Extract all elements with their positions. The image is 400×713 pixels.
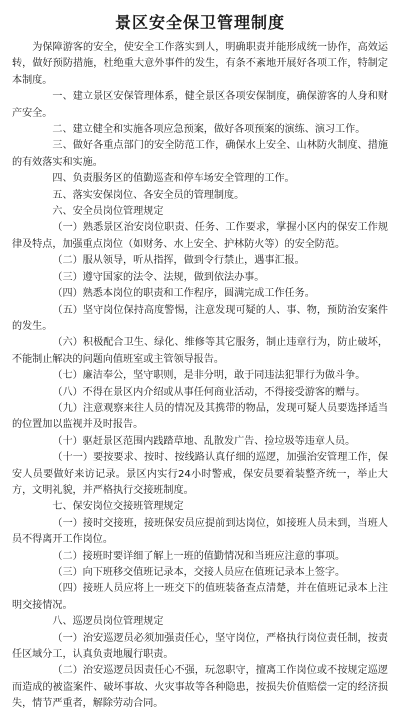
document-paragraph: （七）廉洁奉公，坚守职则，是非分明，敢于同违法犯罪行为做斗争。	[52, 370, 366, 382]
document-body	[12, 40, 388, 713]
document-paragraph: （二）接班时要详细了解上一班的值勤情况和当班应注意的事项。	[52, 550, 346, 562]
document-paragraph: 五、落实安保岗位、各安全员的管理制度。	[52, 189, 245, 201]
document-paragraph: 三、做好各重点部门的安全防范工作，确保水上安全、山林防火制度、措施的有效落实和实施。	[12, 140, 388, 168]
document-paragraph: （八）不得在景区内介绍或从事任何商业活动，不得接受游客的赠与。	[52, 386, 366, 398]
document-title: 景区安全保卫管理制度	[114, 13, 285, 32]
document-paragraph: （二）服从领导，听从指挥，做到令行禁止，遇事汇报。	[52, 255, 305, 267]
document-paragraph: （三）向下班移交值班记录本，交接人员应在值班记录本上签字。	[52, 567, 346, 578]
document-paragraph: （一）熟悉景区治安岗位职责、任务、工作要求，掌握小区内的保安工作规律及特点，加强重点岗位（如财务、水上安全、护林防火等）的安全防范。	[12, 222, 388, 250]
document-paragraph: （四）接班人员应将上一班交下的值班装备查点清楚，并在值班记录本上注明交接情况。	[12, 583, 388, 611]
document-paragraph: （四）熟悉本岗位的职责和工作程序，圆满完成工作任务。	[52, 288, 315, 300]
document-paragraph: （五）坚守岗位保持高度警惕，注意发现可疑的人、事、物，预防治安案件的发生。	[12, 304, 388, 332]
document-paragraph: 为保障游客的安全，使安全工作落实到人，明确职责并能形成统一协作，高效运转，做好预防措施，杜绝重大意外事件的发生，有条不紊地开展好各项工作，特制定本制度。	[12, 42, 388, 86]
document-paragraph: 一、建立景区安保管理体系，健全景区各项安保制度，确保游客的人身和财产安全。	[12, 91, 388, 119]
document-paragraph: 二、建立健全和实施各项应急预案，做好各项预案的演练、演习工作。	[52, 124, 366, 136]
document-paragraph: （九）注意观察来往人员的情况及其携带的物品，发现可疑人员要选择适当的位置加以监视并及时报告。	[12, 402, 388, 431]
document-paragraph: （一）治安巡逻员必须加强责任心，坚守岗位，严格执行岗位责任制，按责任区域分工，认真负责地履行职责。	[12, 632, 388, 661]
document-paragraph: （三）遵守国家的法令、法规，做到依法办事。	[52, 271, 265, 283]
document-paragraph: （一）接时交接班，接班保安员应提前到达岗位，如接班人员未到，当班人员不得离开工作岗位。	[12, 517, 388, 546]
document-paragraph: 八、巡逻员岗位管理规定	[52, 616, 164, 628]
document-paragraph: （十）驱赶景区范围内践踏草地、乱散发广告、捡垃圾等违章人员。	[52, 435, 356, 447]
document-paragraph: （十一）要按要求、按时、按线路认真仔细的巡逻，加强治安管理工作，保安人员要做好来访记录。景区内实行24小时警戒，保安员要着装整齐统一，举止大方，文明礼貌，并严格执行交接班制度。	[12, 452, 388, 496]
document-paragraph: 六、安全员岗位管理规定	[52, 206, 164, 218]
document-paragraph: 四、负责服务区的值勤巡查和停车场安全管理的工作。	[52, 173, 295, 185]
document-paragraph: 七、保安岗位交接班管理规定	[52, 501, 184, 513]
document-paragraph: （二）治安巡逻员因责任心不强，玩忽职守，擅离工作岗位或不按规定巡逻而造成的被盗案件、破坏事故、火灾事故等各种隐患，按损失价值赔偿一定的经济损失，情节严重者，解除劳动合同。	[12, 665, 388, 710]
document-paragraph: （六）积极配合卫生、绿化、维修等其它服务，制止违章行为，防止破坏，不能制止解决的问题向值班室或主管领导报告。	[12, 337, 388, 365]
